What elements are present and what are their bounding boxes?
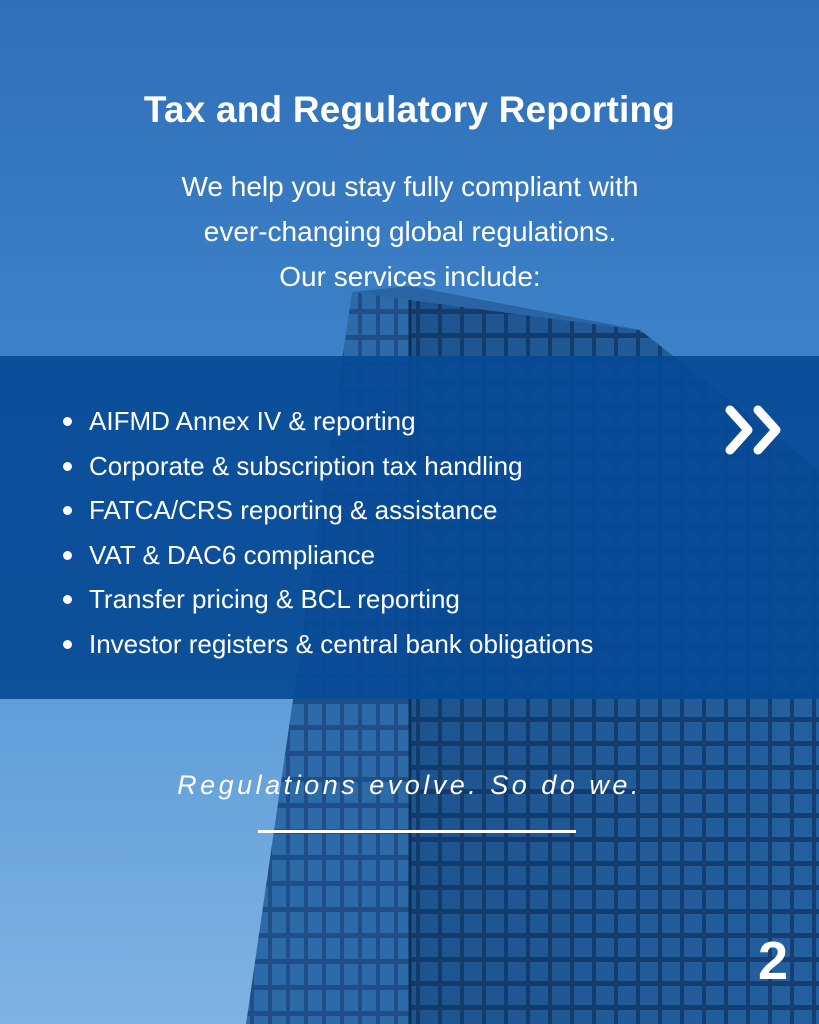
intro-line: We help you stay fully compliant with — [181, 171, 639, 202]
services-list — [62, 399, 593, 666]
list-item: VAT & DAC6 compliance — [62, 533, 593, 578]
intro-text — [90, 164, 730, 299]
page-title: Tax and Regulatory Reporting — [143, 89, 676, 130]
double-chevron-right-icon[interactable] — [722, 404, 786, 456]
page-number: 2 — [757, 931, 789, 991]
list-item: Investor registers & central bank obligations — [62, 622, 593, 667]
list-item: Transfer pricing & BCL reporting — [62, 577, 593, 622]
list-item: FATCA/CRS reporting & assistance — [62, 488, 593, 533]
list-item: AIFMD Annex IV & reporting — [62, 399, 593, 444]
tagline-underline — [258, 830, 576, 833]
intro-line: Our services include: — [279, 261, 541, 292]
tagline: Regulations evolve. So do we. — [177, 770, 642, 800]
intro-line: ever-changing global regulations. — [203, 216, 617, 247]
list-item: Corporate & subscription tax handling — [62, 444, 593, 489]
